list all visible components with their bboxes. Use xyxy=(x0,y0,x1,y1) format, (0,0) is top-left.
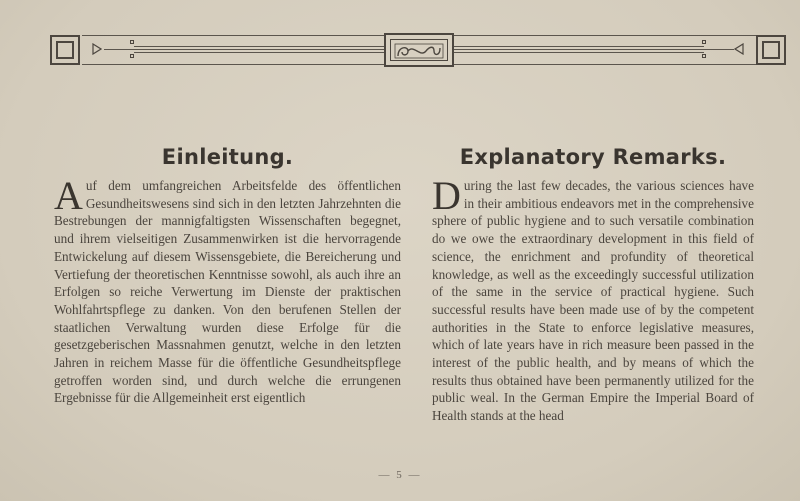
ornament-right-square xyxy=(756,35,786,65)
german-body xyxy=(54,173,401,407)
ornament-dot xyxy=(702,54,706,58)
header-ornament xyxy=(50,33,786,67)
ornament-left-square xyxy=(50,35,80,65)
ornament-dot xyxy=(702,40,706,44)
german-column xyxy=(54,145,401,407)
ornament-right-triangle xyxy=(734,43,744,55)
ornament-dot xyxy=(130,54,134,58)
english-column xyxy=(432,145,754,425)
page-number: — 5 — xyxy=(378,469,422,481)
english-body xyxy=(432,173,754,425)
english-body-text: uring the last few decades, the various sciences have in their ambitious endeavors met in the comprehensive sphere of public hygiene and to such versatile combination do we owe the extraordinary development in this field of science, the enrichment and profundity of theoretical knowledge, as well as the exceedingly successful utilization of the same in the service of practical hygiene. Such successful results have been made use of by the competent authorities in the State to enforce legislative measures, which of late years have in rich measure been passed in the interest of the public health, and by means of which the results thus obtained have been permanently utilized for the public weal. In the German Empire the Imperial Board of Health stands at the head xyxy=(432,178,754,424)
german-heading: Einleitung. xyxy=(161,145,294,169)
german-drop-cap: A xyxy=(54,173,83,218)
english-drop-cap: D xyxy=(432,173,461,218)
english-heading: Explanatory Remarks. xyxy=(459,145,727,169)
ornament-center-emblem xyxy=(384,33,454,67)
german-body-text: uf dem umfangreichen Arbeitsfelde des öffentlichen Gesundheitswesens sind sich in den letzten Jahrzehnten die Bestrebungen der mannigfaltigsten Wissenschaften begegnet, und ihrem vielseitigen Zusammenwirken ist die hervorragende Entwickelung auf diesem Wissensgebiete, die Bereicherung und Vertiefung der theoretischen Kenntnisse sowohl, als auch ihre an Erfolgen so reiche Verwertung im Dienste der praktischen Wohlfahrtspflege zu danken. Von den berufenen Stellen der staatlichen Verwaltung wurden diese Erfolge für die gesetzgeberischen Massnahmen genutzt, welche in den letzten Jahren in reichem Masse für die öffentliche Gesundheitspflege getroffen worden sind, und durch welche die errungenen Ergebnisse für die Allgemeinheit erst eigentlich xyxy=(54,178,401,406)
ornament-dot xyxy=(130,40,134,44)
ornament-left-triangle xyxy=(92,43,102,55)
